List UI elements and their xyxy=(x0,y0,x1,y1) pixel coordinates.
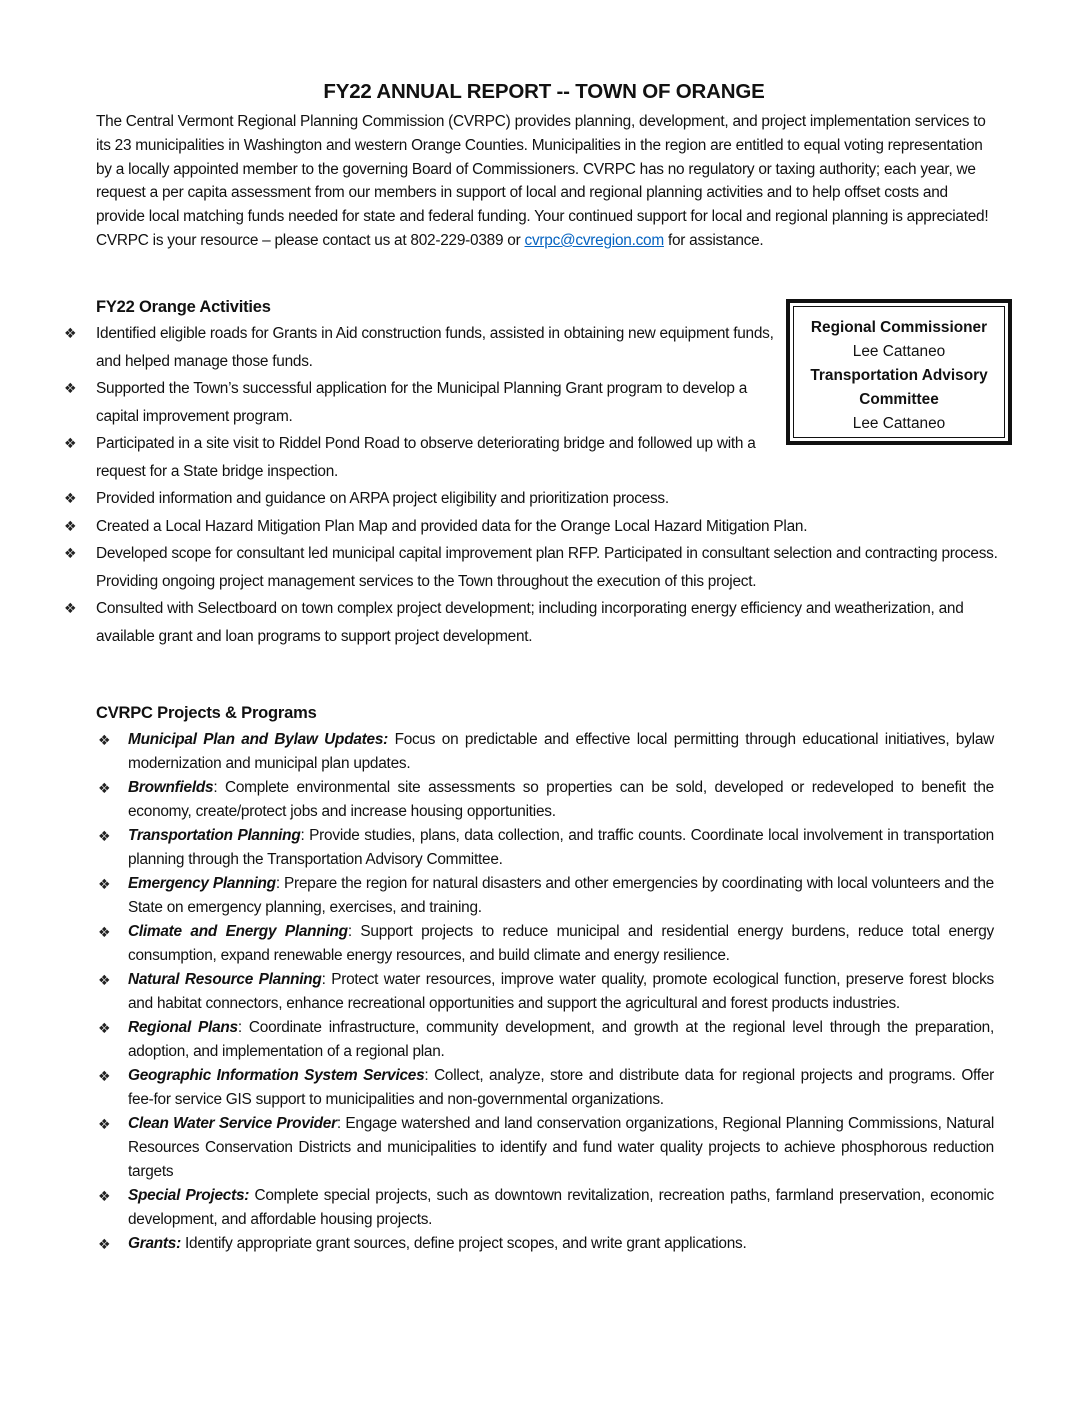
tac-member-name: Lee Cattaneo xyxy=(852,415,946,432)
activities-list xyxy=(64,320,1004,650)
program-text: Identify appropriate grant sources, define project scopes, and write grant applications. xyxy=(180,1235,747,1252)
program-label: Emergency Planning xyxy=(128,875,276,892)
diamond-bullet-icon: ❖ xyxy=(64,435,77,451)
list-item xyxy=(96,776,994,824)
program-text: : Provide studies, plans, data collection, and traffic counts. Coordinate local involvement in transportation planning through the Transportation Advisory Committee. xyxy=(128,827,994,868)
program-label: Special Projects: xyxy=(128,1187,250,1204)
list-item xyxy=(64,540,1004,595)
diamond-bullet-icon: ❖ xyxy=(64,380,77,396)
diamond-bullet-icon: ❖ xyxy=(64,600,77,616)
diamond-bullet-icon: ❖ xyxy=(98,876,111,892)
diamond-bullet-icon: ❖ xyxy=(64,490,77,506)
diamond-bullet-icon: ❖ xyxy=(98,732,111,748)
diamond-bullet-icon: ❖ xyxy=(98,1068,111,1084)
activity-text: Supported the Town’s successful application for the Municipal Planning Grant program to develop a capital improvement program. xyxy=(96,380,748,425)
diamond-bullet-icon: ❖ xyxy=(98,1188,111,1204)
email-link[interactable]: cvrpc@cvregion.com xyxy=(524,231,664,249)
list-item xyxy=(96,872,994,920)
activity-text: Identified eligible roads for Grants in Aid construction funds, assisted in obtaining new equipment funds, and helped manage those funds. xyxy=(96,325,774,370)
list-item xyxy=(96,1232,994,1256)
list-item xyxy=(64,513,1004,541)
list-item xyxy=(96,728,994,776)
program-label: Clean Water Service Provider xyxy=(128,1115,337,1132)
list-item xyxy=(96,1064,994,1112)
regional-commissioner-name: Lee Cattaneo xyxy=(852,343,946,360)
program-text: : Collect, analyze, store and distribute data for regional projects and programs. Offer fee-for service GIS support to municipalities and non-governmental organizations. xyxy=(128,1067,994,1108)
intro-text-end: for assistance. xyxy=(663,231,764,249)
program-label: Municipal Plan and Bylaw Updates: xyxy=(128,731,389,748)
activity-text: Created a Local Hazard Mitigation Plan Map and provided data for the Orange Local Hazard Mitigation Plan. xyxy=(96,517,808,535)
program-text: Focus on predictable and effective local permitting through educational initiatives, bylaw modernization and municipal plan updates. xyxy=(128,731,994,772)
program-label: Regional Plans xyxy=(128,1019,238,1036)
list-item xyxy=(96,824,994,872)
list-item xyxy=(64,430,786,485)
tac-label-line1: Transportation Advisory xyxy=(810,367,988,384)
activities-heading: FY22 Orange Activities xyxy=(96,298,271,316)
program-text: : Coordinate infrastructure, community development, and growth at the regional level through the preparation, adoption, and implementation of a regional plan. xyxy=(128,1019,994,1060)
program-text: : Complete environmental site assessments so properties can be sold, developed or redeveloped to benefit the economy, create/protect jobs and increase housing opportunities. xyxy=(128,779,994,820)
diamond-bullet-icon: ❖ xyxy=(98,828,111,844)
program-label: Geographic Information System Services xyxy=(128,1067,425,1084)
programs-list xyxy=(96,728,994,1256)
diamond-bullet-icon: ❖ xyxy=(64,545,77,561)
list-item xyxy=(96,1112,994,1184)
list-item xyxy=(96,920,994,968)
diamond-bullet-icon: ❖ xyxy=(64,325,77,341)
list-item xyxy=(96,968,994,1016)
activity-text: Participated in a site visit to Riddel Pond Road to observe deteriorating bridge and followed up with a request for a State bridge inspection. xyxy=(96,435,756,480)
diamond-bullet-icon: ❖ xyxy=(98,1020,111,1036)
program-label: Brownfields xyxy=(128,779,214,796)
activity-text: Developed scope for consultant led municipal capital improvement plan RFP. Participated in consultant selection and contracting process. Providing ongoing project management services to the Town throughout the execution of this project. xyxy=(96,545,998,590)
diamond-bullet-icon: ❖ xyxy=(98,1116,111,1132)
activity-text: Consulted with Selectboard on town complex project development; including incorporating energy efficiency and weatherization, and available grant and loan programs to support project development. xyxy=(96,600,964,645)
program-label: Grants: xyxy=(128,1235,181,1252)
program-label: Transportation Planning xyxy=(128,827,301,844)
tac-label-line2: Committee xyxy=(859,391,939,408)
diamond-bullet-icon: ❖ xyxy=(64,517,77,534)
intro-text: The Central Vermont Regional Planning Commission (CVRPC) provides planning, development, and project implementation services to its 23 municipalities in Washington and western Orange Counties. Municipalities in the region are entitled to equal voting representation by a locally appointed member to the governing Board of Commissioners. CVRPC has no regulatory or taxing authority; each year, we request a per capita assessment from our members in support of local and regional planning activities and to help offset costs and provide local matching funds needed for state and federal funding. Your continued support for local and regional planning is appreciated! CVRPC is your resource – please contact us at 802-229-0389 or xyxy=(96,113,989,249)
list-item xyxy=(96,1184,994,1232)
programs-heading: CVRPC Projects & Programs xyxy=(96,704,317,722)
program-label: Climate and Energy Planning xyxy=(128,923,348,940)
program-text: : Prepare the region for natural disasters and other emergencies by coordinating with local volunteers and the State on emergency planning, exercises, and training. xyxy=(128,875,994,916)
program-label: Natural Resource Planning xyxy=(128,971,322,988)
activity-text: Provided information and guidance on ARPA project eligibility and prioritization process. xyxy=(96,490,669,507)
intro-paragraph xyxy=(96,110,992,253)
list-item xyxy=(96,1016,994,1064)
list-item xyxy=(64,320,786,375)
diamond-bullet-icon: ❖ xyxy=(98,1236,111,1252)
list-item xyxy=(64,485,1004,513)
program-text: : Support projects to reduce municipal and residential energy burdens, reduce total energy consumption, expand renewable energy resources, and build climate and energy resilience. xyxy=(128,923,995,964)
diamond-bullet-icon: ❖ xyxy=(98,924,111,940)
diamond-bullet-icon: ❖ xyxy=(98,972,111,988)
program-text: : Protect water resources, improve water quality, promote ecological function, preserve forest blocks and habitat connectors, enhance recreational opportunities and support the agricultural and forest products industries. xyxy=(128,971,994,1012)
program-text: Complete special projects, such as downtown revitalization, recreation paths, farmland preservation, economic development, and affordable housing projects. xyxy=(128,1187,994,1228)
diamond-bullet-icon: ❖ xyxy=(98,780,111,796)
regional-commissioner-label: Regional Commissioner xyxy=(810,319,988,336)
program-text: : Engage watershed and land conservation organizations, Regional Planning Commissions, Natural Resources Conservation Districts and municipalities to identify and fund water quality projects to achieve phosphorous reduction targets xyxy=(128,1115,995,1180)
page-title: FY22 ANNUAL REPORT -- TOWN OF ORANGE xyxy=(323,80,765,103)
list-item xyxy=(64,375,786,430)
list-item xyxy=(64,595,1004,650)
